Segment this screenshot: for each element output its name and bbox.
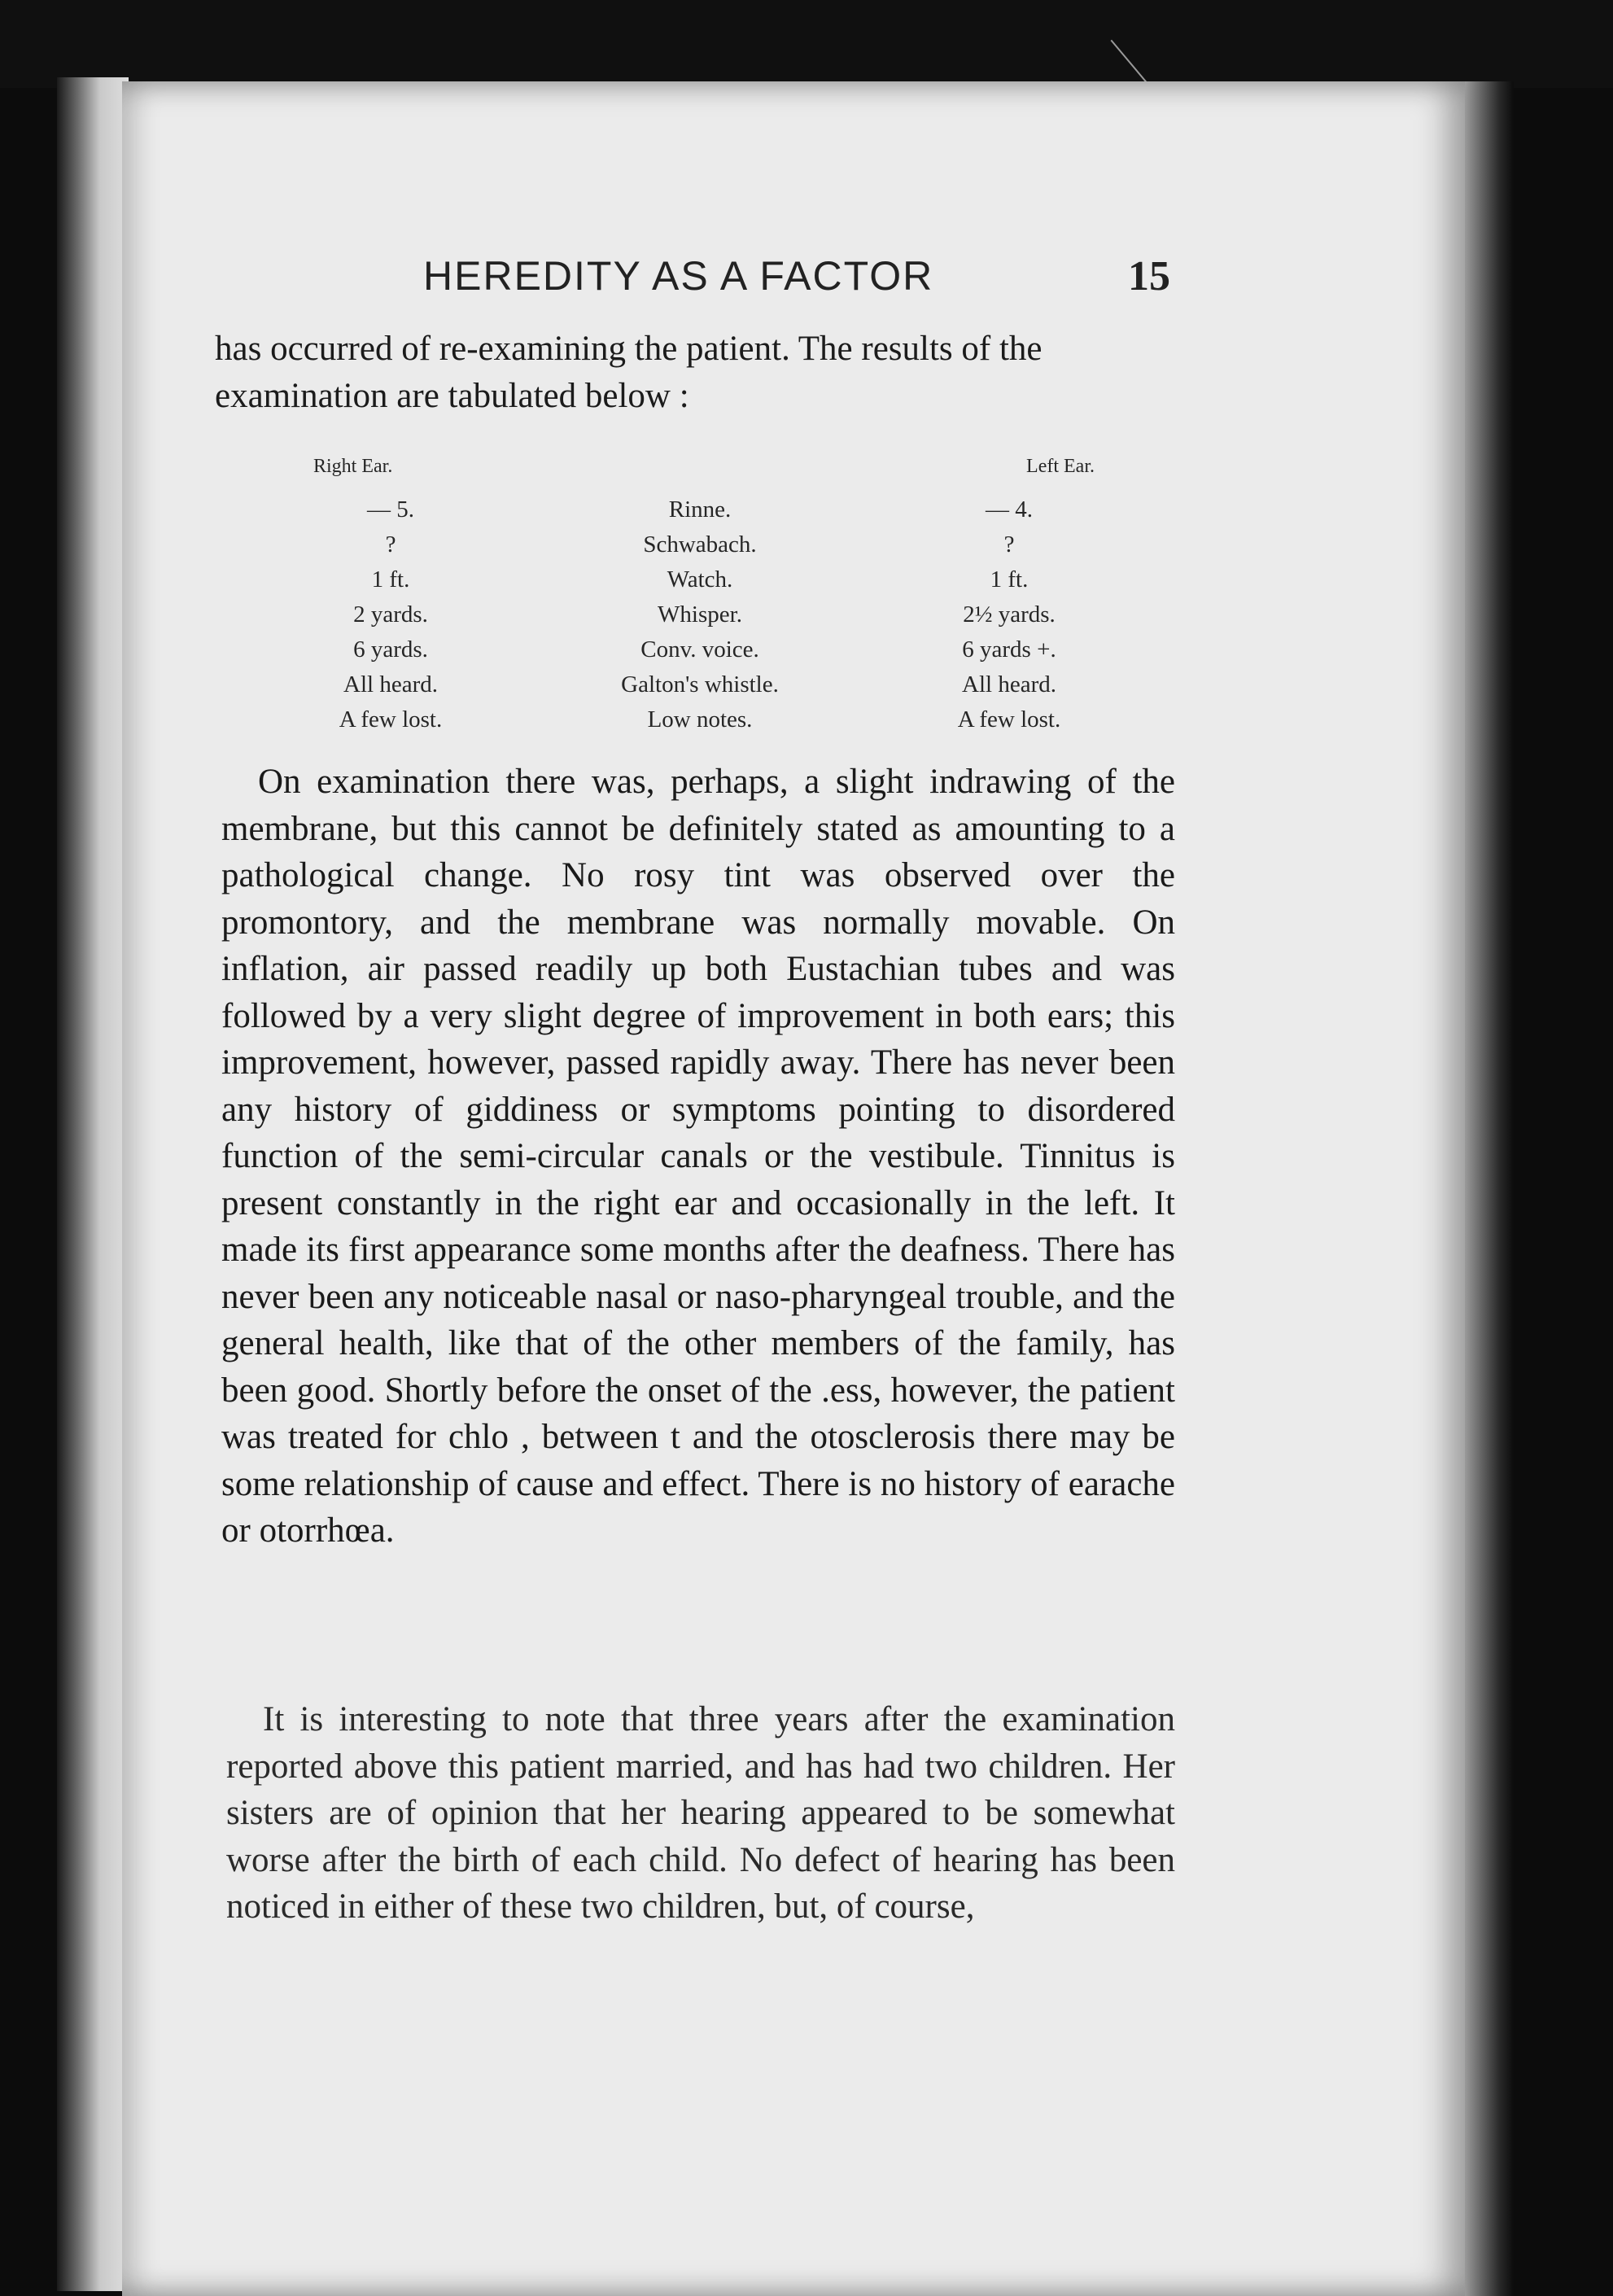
right-ear-header: Right Ear. (313, 456, 393, 477)
left-ear-value: — 4. (986, 496, 1033, 523)
left-ear-value: A few lost. (957, 706, 1061, 733)
page-number: 15 (1128, 253, 1170, 300)
right-ear-value: All heard. (343, 671, 438, 698)
page-edge-shadow (1465, 81, 1514, 2296)
test-name: Schwabach. (643, 531, 757, 558)
body-paragraph-marriage: It is interesting to note that three years after the examination reported above this patient married, and has had two children. Her sisters are of opinion that her hearing appeared to be somewhat worse after the birth of each child. No defect of hearing has been noticed in either of these two children, but, of course, (226, 1700, 1175, 1926)
test-name: Galton's whistle. (621, 671, 779, 698)
left-ear-value: ? (1003, 531, 1015, 558)
test-name: Watch. (667, 566, 733, 593)
left-ear-value: 1 ft. (990, 566, 1029, 593)
intro-paragraph: has occurred of re-examining the patient. The results of the examination are tabulated below : (215, 330, 1043, 415)
right-ear-value: — 5. (367, 496, 414, 523)
right-ear-value: 2 yards. (353, 601, 428, 628)
test-name: Low notes. (647, 706, 753, 733)
left-ear-value: 2½ yards. (963, 601, 1056, 628)
right-ear-value: A few lost. (339, 706, 443, 733)
test-name: Rinne. (668, 496, 732, 523)
left-ear-header: Left Ear. (1026, 456, 1095, 477)
right-ear-value: 1 ft. (371, 566, 410, 593)
right-ear-value: 6 yards. (353, 636, 428, 663)
scan-background-top (0, 0, 1613, 88)
left-ear-value: All heard. (962, 671, 1056, 698)
right-ear-value: ? (385, 531, 396, 558)
test-name: Whisper. (658, 601, 742, 628)
book-spine (57, 77, 129, 2291)
test-name: Conv. voice. (640, 636, 759, 663)
hearing-test-table (289, 456, 1111, 737)
running-head: HEREDITY AS A FACTOR (423, 253, 934, 299)
body-paragraph-examination: On examination there was, perhaps, a slight indrawing of the membrane, but this cannot be definitely stated as amounting to a pathological change. No rosy tint was observed over the promontory, and the membrane was normally movable. On inflation, air passed readily up both Eustachian tubes and was followed by a very slight degree of improvement in both ears; this improvement, however, passed rapidly away. There has never been any history of giddiness or symptoms pointing to disordered function of the semi-circular canals or the vestibule. Tinnitus is present constantly in the right ear and occasionally in the left. It made its first appearance some months after the deafness. There has never been any noticeable nasal or naso-pharyngeal trouble, and the general health, like that of the other members of the family, has been good. Shortly before the onset of the .ess, however, the patient was treated for chlo , between t and the otosclerosis there may be some relationship of cause and effect. There is no history of earache or otorrhœa. (221, 763, 1175, 1550)
left-ear-value: 6 yards +. (962, 636, 1056, 663)
